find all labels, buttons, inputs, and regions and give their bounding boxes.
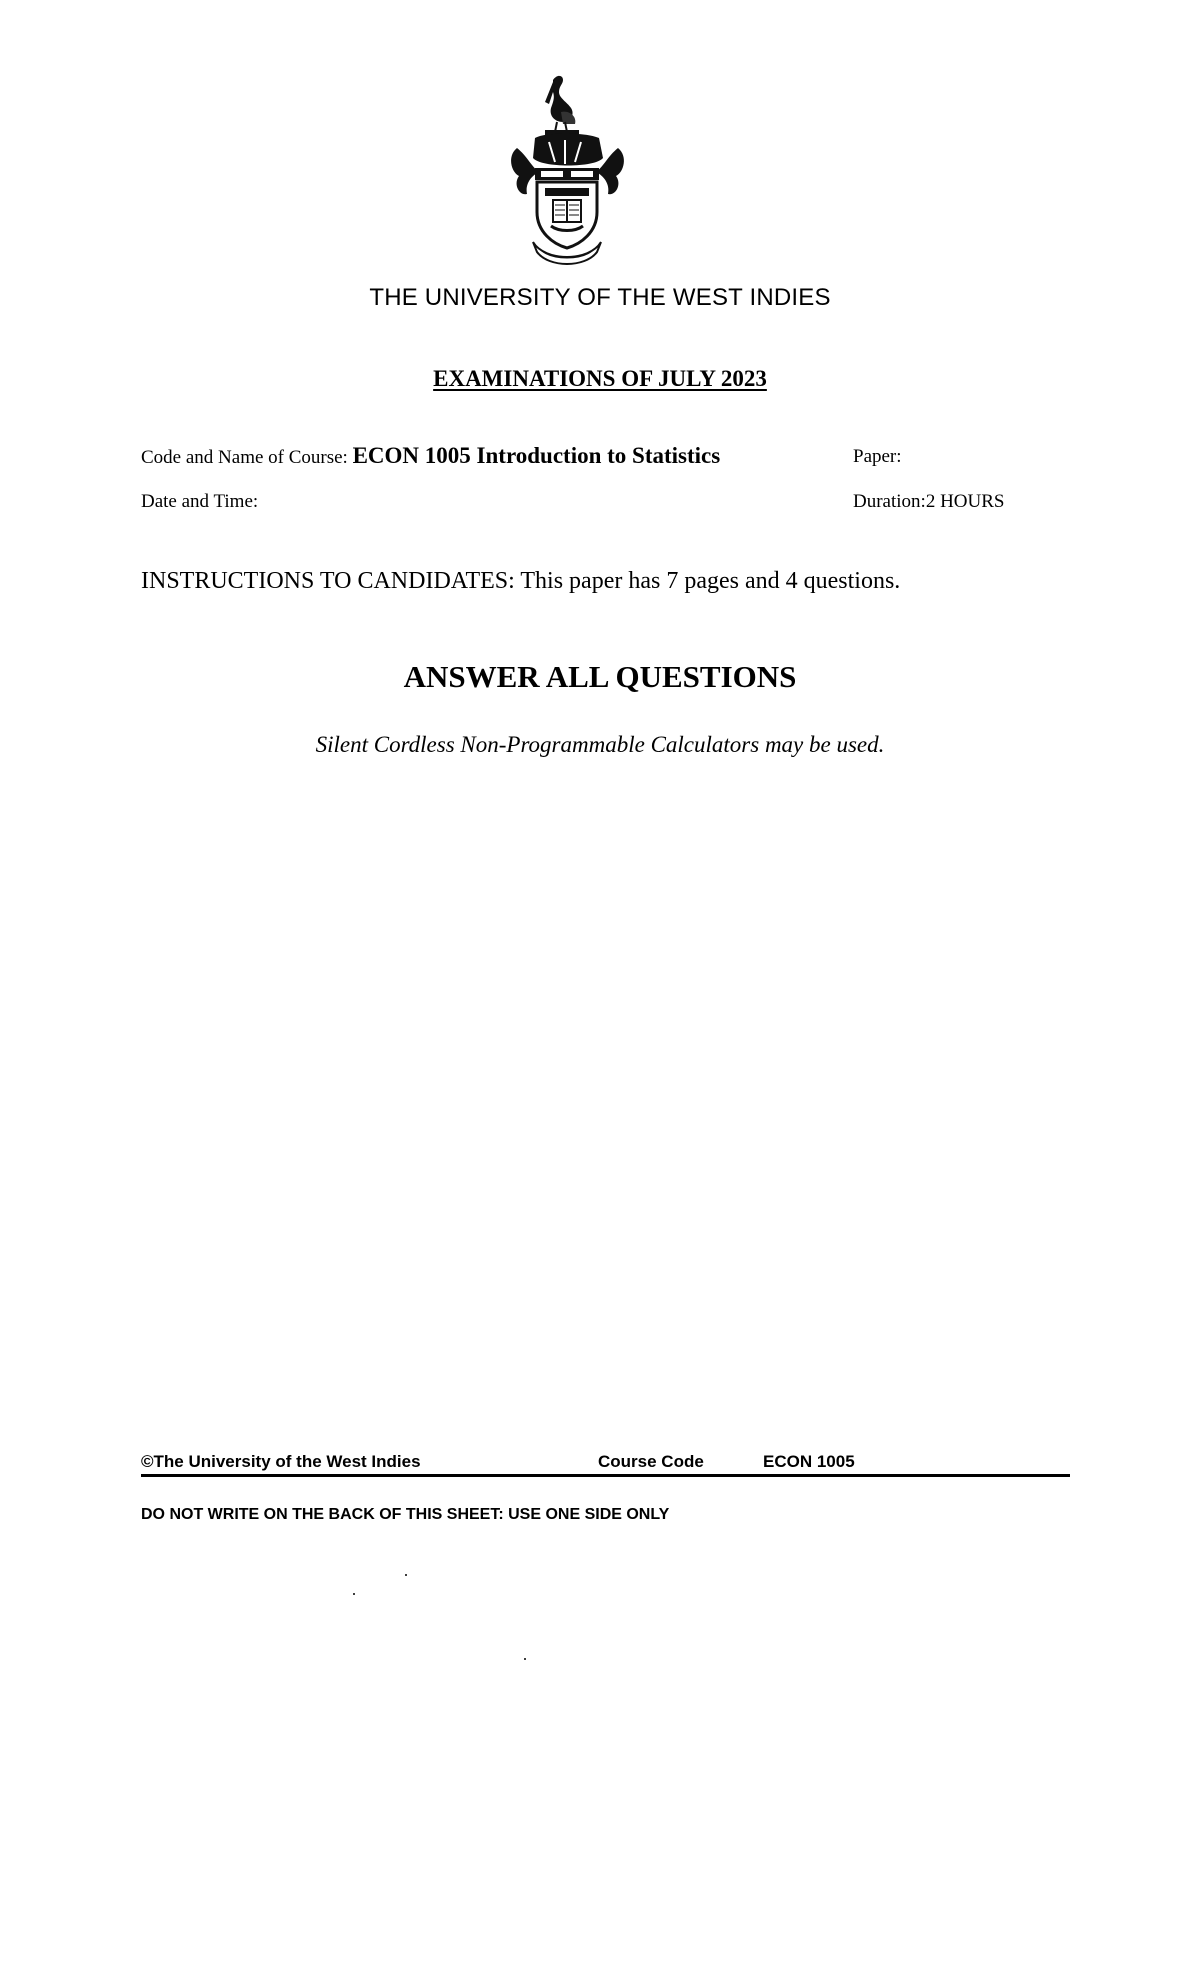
scan-speck	[353, 1593, 355, 1595]
course-name: ECON 1005 Introduction to Statistics	[352, 443, 721, 468]
course-row	[141, 443, 720, 469]
scan-speck	[405, 1574, 407, 1576]
answer-all-heading: ANSWER ALL QUESTIONS	[403, 659, 797, 694]
scan-speck	[524, 1658, 526, 1660]
date-time-label: Date and Time:	[141, 491, 259, 512]
footer-divider	[141, 1474, 1070, 1477]
paper-label: Paper:	[853, 446, 902, 467]
instructions-text: INSTRUCTIONS TO CANDIDATES: This paper has 7 pages and 4 questions.	[141, 568, 901, 594]
course-label: Code and Name of Course:	[141, 447, 348, 468]
exam-title: EXAMINATIONS OF JULY 2023	[433, 366, 767, 391]
calculator-note: Silent Cordless Non-Programmable Calculators may be used.	[315, 732, 885, 757]
footer-course-code-label: Course Code	[598, 1452, 704, 1471]
university-name: THE UNIVERSITY OF THE WEST INDIES	[369, 284, 831, 311]
footer-copyright: ©The University of the West Indies	[141, 1452, 421, 1471]
duration-label: Duration:2 HOURS	[853, 491, 1005, 512]
university-crest-icon	[505, 72, 630, 267]
footer-course-code: ECON 1005	[763, 1452, 855, 1471]
footer-warning: DO NOT WRITE ON THE BACK OF THIS SHEET: USE ONE SIDE ONLY	[141, 1506, 670, 1523]
